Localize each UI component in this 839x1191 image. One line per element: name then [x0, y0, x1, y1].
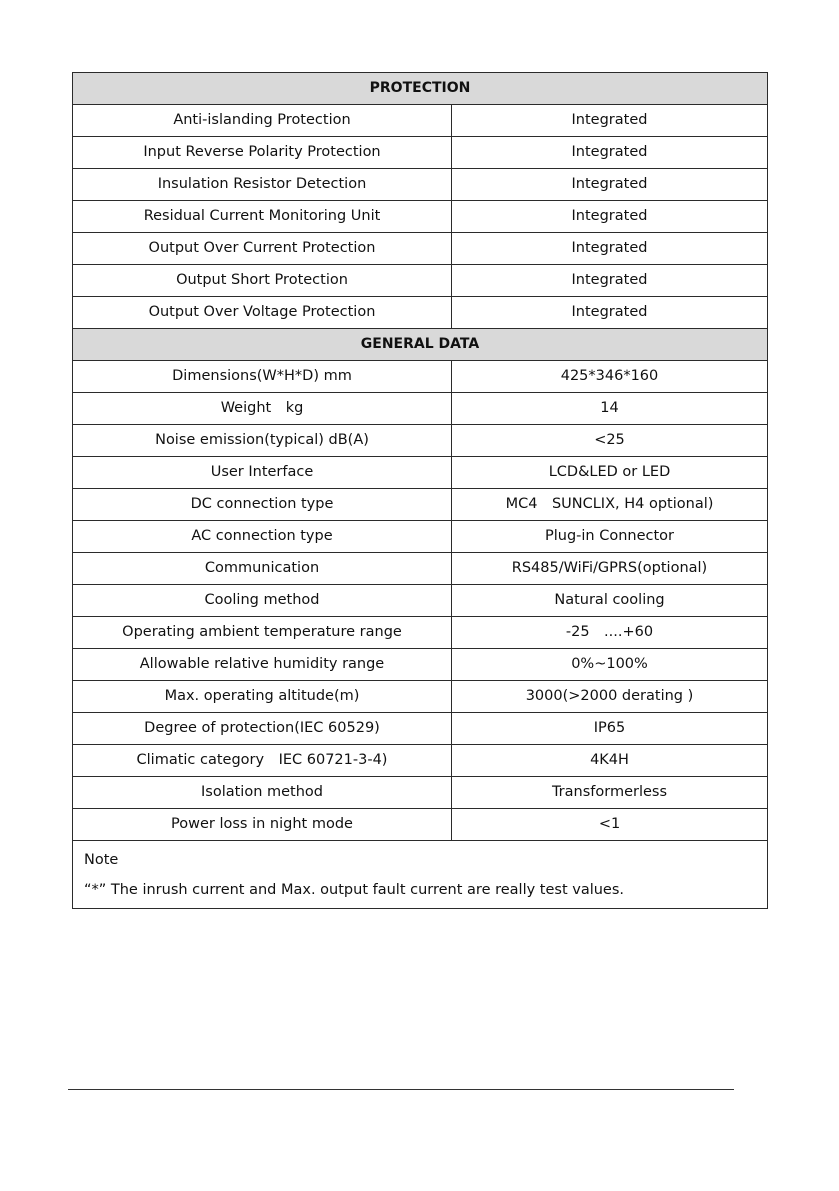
- row-label: Input Reverse Polarity Protection: [73, 137, 452, 169]
- table-row: [73, 361, 768, 393]
- row-value: 0%~100%: [452, 649, 768, 681]
- row-label: Insulation Resistor Detection: [73, 169, 452, 201]
- row-label: Power loss in night mode: [73, 809, 452, 841]
- row-value: LCD&LED or LED: [452, 457, 768, 489]
- table-row: [73, 745, 768, 777]
- section-title: PROTECTION: [73, 73, 768, 105]
- row-value: 3000(>2000 derating ): [452, 681, 768, 713]
- row-value: IP65: [452, 713, 768, 745]
- row-label: Output Over Current Protection: [73, 233, 452, 265]
- row-value: <25: [452, 425, 768, 457]
- row-label: User Interface: [73, 457, 452, 489]
- section-title: GENERAL DATA: [73, 329, 768, 361]
- row-value: 425*346*160: [452, 361, 768, 393]
- row-label: Output Over Voltage Protection: [73, 297, 452, 329]
- row-label: Weight kg: [73, 393, 452, 425]
- table-row: [73, 809, 768, 841]
- table-row: [73, 553, 768, 585]
- row-label: Isolation method: [73, 777, 452, 809]
- row-value: -25 ....+60: [452, 617, 768, 649]
- row-label: Degree of protection(IEC 60529): [73, 713, 452, 745]
- spec-table: [72, 72, 768, 909]
- row-label: DC connection type: [73, 489, 452, 521]
- row-label: Output Short Protection: [73, 265, 452, 297]
- row-label: Operating ambient temperature range: [73, 617, 452, 649]
- note-text: “*” The inrush current and Max. output fault current are really test values.: [84, 882, 625, 898]
- table-row: [73, 425, 768, 457]
- row-label: Allowable relative humidity range: [73, 649, 452, 681]
- table-row: [73, 777, 768, 809]
- row-label: Cooling method: [73, 585, 452, 617]
- row-value: Integrated: [452, 169, 768, 201]
- row-value: Integrated: [452, 105, 768, 137]
- row-label: Noise emission(typical) dB(A): [73, 425, 452, 457]
- row-label: Anti-islanding Protection: [73, 105, 452, 137]
- row-value: Integrated: [452, 233, 768, 265]
- table-row: [73, 681, 768, 713]
- table-row: [73, 265, 768, 297]
- row-value: Integrated: [452, 201, 768, 233]
- row-value: Transformerless: [452, 777, 768, 809]
- note-heading: Note: [84, 852, 119, 868]
- table-row: [73, 201, 768, 233]
- row-value: <1: [452, 809, 768, 841]
- note-cell: [73, 841, 768, 909]
- row-value: Plug-in Connector: [452, 521, 768, 553]
- row-value: MC4 SUNCLIX, H4 optional): [452, 489, 768, 521]
- section-header-protection: [73, 73, 768, 105]
- row-value: 14: [452, 393, 768, 425]
- note-row: [73, 841, 768, 909]
- table-row: [73, 585, 768, 617]
- row-label: AC connection type: [73, 521, 452, 553]
- table-row: [73, 137, 768, 169]
- table-row: [73, 649, 768, 681]
- row-value: 4K4H: [452, 745, 768, 777]
- row-value: RS485/WiFi/GPRS(optional): [452, 553, 768, 585]
- row-value: Natural cooling: [452, 585, 768, 617]
- row-value: Integrated: [452, 137, 768, 169]
- row-label: Residual Current Monitoring Unit: [73, 201, 452, 233]
- table-row: [73, 297, 768, 329]
- row-value: Integrated: [452, 265, 768, 297]
- footer-divider: [68, 1089, 734, 1090]
- row-label: Max. operating altitude(m): [73, 681, 452, 713]
- table-row: [73, 105, 768, 137]
- table-row: [73, 617, 768, 649]
- table-row: [73, 233, 768, 265]
- table-row: [73, 169, 768, 201]
- row-value: Integrated: [452, 297, 768, 329]
- table-row: [73, 489, 768, 521]
- table-row: [73, 713, 768, 745]
- row-label: Dimensions(W*H*D) mm: [73, 361, 452, 393]
- table-row: [73, 521, 768, 553]
- section-header-general-data: [73, 329, 768, 361]
- table-row: [73, 457, 768, 489]
- table-row: [73, 393, 768, 425]
- row-label: Communication: [73, 553, 452, 585]
- row-label: Climatic category IEC 60721-3-4): [73, 745, 452, 777]
